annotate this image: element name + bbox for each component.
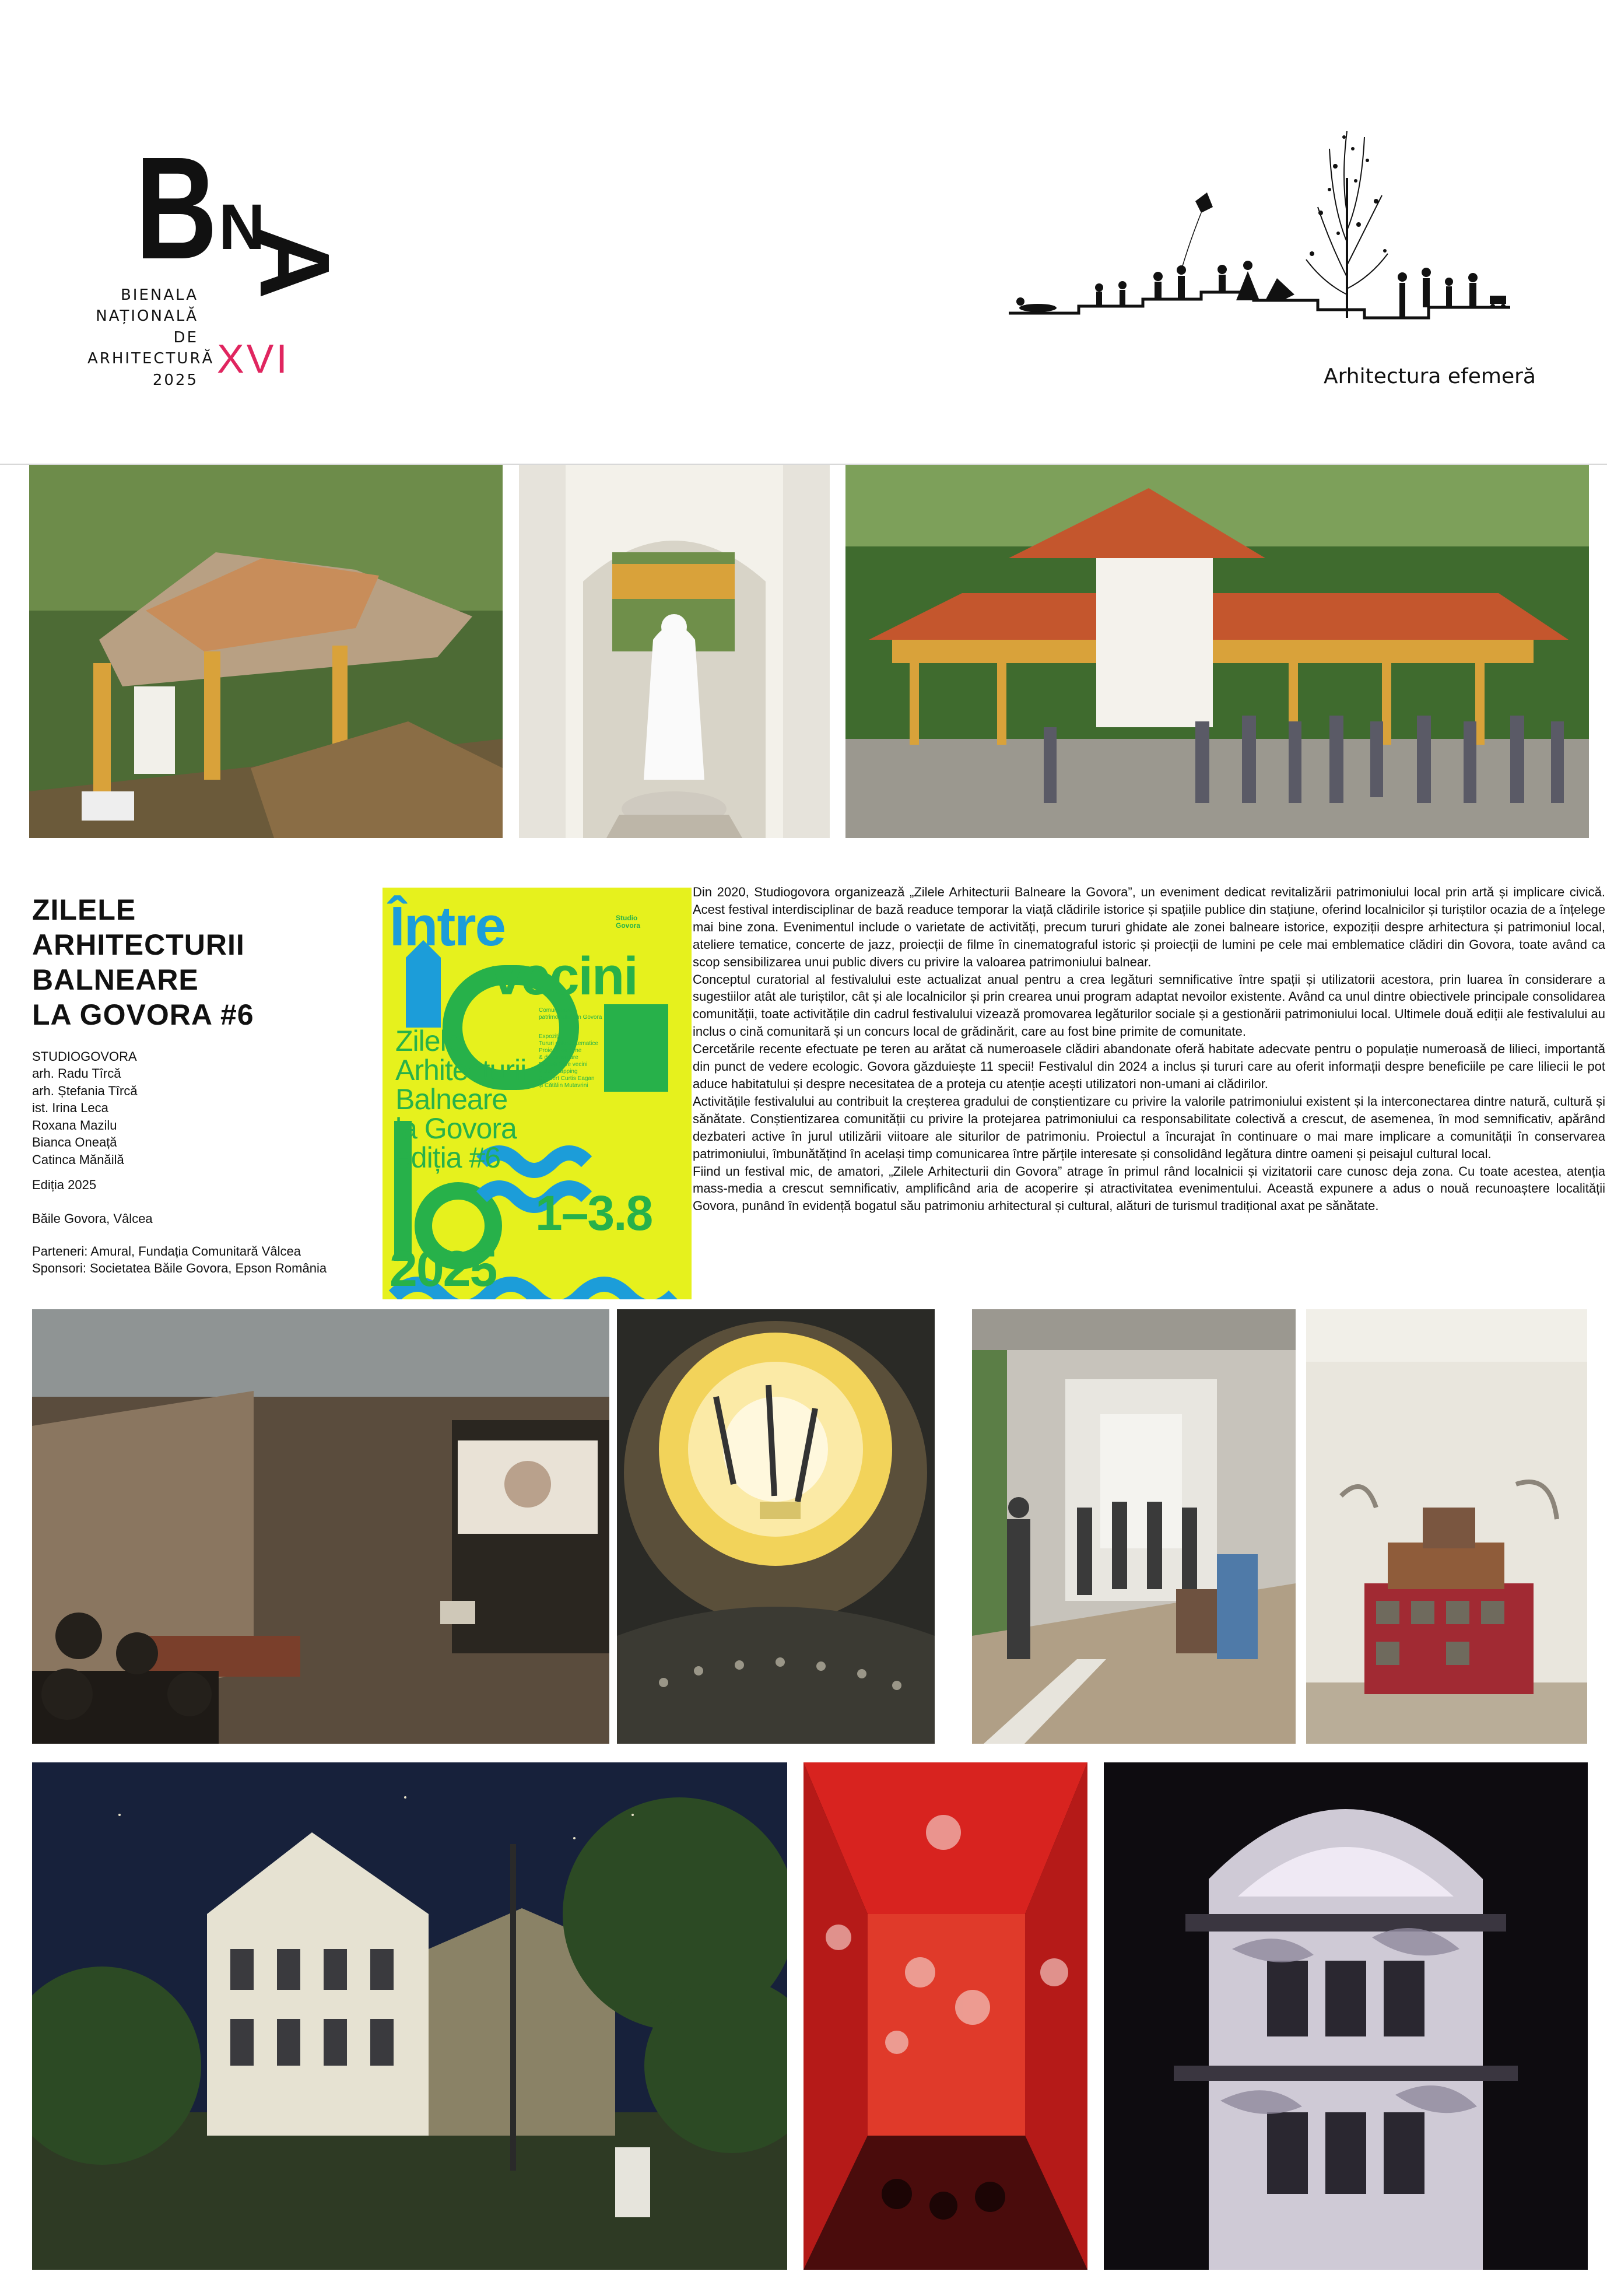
photo-guided-tour-pavilion (845, 465, 1589, 838)
project-team: STUDIOGOVORA arh. Radu Tîrcă arh. Ștefania Tîrcă ist. Irina Leca Roxana Mazilu Bianca Oneață Catinca Mănăilă (32, 1049, 138, 1167)
section-title: Arhitectura efemeră (1324, 364, 1536, 388)
project-sponsors: Sponsori: Societatea Băile Govora, Epson România (32, 1261, 327, 1275)
description-paragraph: Din 2020, Studiogovora organizează „Zilele Arhitecturii Balneare la Govora”, un eveniment dedicat revitalizării patrimoniului local prin artă și implicare civică. Acest festival interdisciplinar de bază readuce temporar la viață clădirile istorice și spațiile publice din stațiune, oferind localnicilor și turiștilor ocazia de a înțelege mai bine zona. Evenimentul include o varietate de activități, precum tururi ghidate ale zonei balneare istorice, expoziții despre arhitectura și patrimoniul local, ateliere tematice, concerte de jazz, proiecții de filme în cinematograful istoric și proiecții de lumini pe cele mai emblematice clădiri din Govora, toate având ca scop sensibilizarea unui public divers cu privire la valoarea patrimoniului balnear. (693, 885, 1605, 969)
description-paragraph: Fiind un festival mic, de amatori, „Zilele Arhitecturii din Govora” atrage în primul rând localnicii și vizitatorii care cunosc deja zona. Cu toate acestea, atenția mass-media a crescut semnificativ, amplificând aria de acoperire și atractivitatea evenimentului. Această expunere a adus o nouă recunoaștere localității Govora, punând în evidență bogatul său patrimoniu arhitectural și cultural, alături de turismul tradițional axat pe sănătate. (693, 1163, 1605, 1214)
logo-letter-b: B (135, 127, 217, 289)
poster-line-intre: Între (390, 895, 506, 958)
project-description (693, 884, 1605, 1215)
description-paragraph: Activitățile festivalului au contribuit la creșterea gradului de conștientizare cu privire la valorile patrimoniului existent și la interconectarea dintre natură, cultură și sănătate. Conștientizarea comunității cu privire la protejarea patrimoniului ca responsabilitate colectivă a crescut, de asemenea, în mod semnificativ, apărând dezbateri active în jurul utilizării viitoare ale siturilor de patrimoniu. Proiectul a încurajat în continuare o mai mare implicare a comunității în conservarea patrimoniului, îmbunătățind în același timp comunicarea între părțile interesate și consolidând legătura dintre oameni și peisajul cultural local. (693, 1093, 1605, 1161)
project-location: Băile Govora, Vâlcea (32, 1211, 153, 1226)
logo-edition-roman: XVI (217, 336, 290, 381)
description-paragraph: Conceptul curatorial al festivalului este actualizat anual pentru a crea legături semnificative între spații și utilizatorii acestora, prin luarea în considerare a sugestiilor atât ale turiștilor, cât și ale localnicilor și prin crearea unui program adaptat nevoilor existente. Având ca unul dintre obiectivele principale consolidarea comunității, toate activitățile din cadrul festivalului vizează promovarea legăturilor sociale și a gestionării patrimoniului local. Ultimele două ediții ale festivalului au inclus o cină comunitară și un concurs local de grădinărit, care au fost bine primite de comunitate. (693, 972, 1605, 1039)
photo-light-installation (617, 1309, 935, 1744)
project-partners: Parteneri: Amural, Fundația Comunitară Vâlcea (32, 1244, 301, 1259)
poster-line-vecini: vecini (492, 947, 637, 1006)
project-title: ZILELE ARHITECTURII BALNEARE LA GOVORA #6 (32, 893, 254, 1031)
logo-letter-n: N (219, 191, 265, 263)
poster-small-heading: Comunitatea patrimoniului din Govora (539, 1007, 602, 1021)
logo-name: BIENALA NAȚIONALĂ DE ARHITECTURĂ 2025 (87, 286, 215, 389)
photo-red-projection (804, 1762, 1087, 2270)
logo-letter-a: A (239, 227, 350, 299)
photo-statue-harp (519, 465, 830, 838)
photo-exhibition-room (1306, 1309, 1587, 1744)
poster-brand: Studio Govora (616, 914, 641, 930)
poster-small-list: Expoziții Tururi ghidate tematice Proiecții de filme & documentare Discuții între vecini Video mapping Concert Curtis Eagan și Cătălin Mutavrini (539, 1033, 598, 1089)
poster-festival-title: Zilele Arhitecturii Balneare la Govora ediția #6 (395, 1025, 527, 1174)
project-edition: Ediția 2025 (32, 1177, 97, 1192)
photo-facade-projection (1104, 1762, 1588, 2270)
photo-veranda-talk (972, 1309, 1296, 1744)
photo-open-air-cinema (32, 1309, 609, 1744)
photo-ruined-pavilion (29, 465, 503, 838)
photo-villa-night (32, 1762, 787, 2270)
description-paragraph: Cercetările recente efectuate pe teren au arătat că numeroasele clădiri abandonate oferă habitate adecvate pentru o populație numeroasă de lilieci, importantă din punct de vedere ecologic. Govora găzduiește 11 specii! Festivalul din 2024 a inclus și tururi care au oferit informații despre beneficiile pe care liliecii le pot aduce habitatului și despre necesitatea de a proteja cu atenție acești utilizatori non-umani ai clădirilor. (693, 1042, 1605, 1091)
poster-dates: 1–3.8 (535, 1186, 652, 1240)
poster-year: 2025 (390, 1241, 497, 1297)
festival-poster (383, 888, 692, 1299)
header-illustration (1003, 125, 1522, 359)
